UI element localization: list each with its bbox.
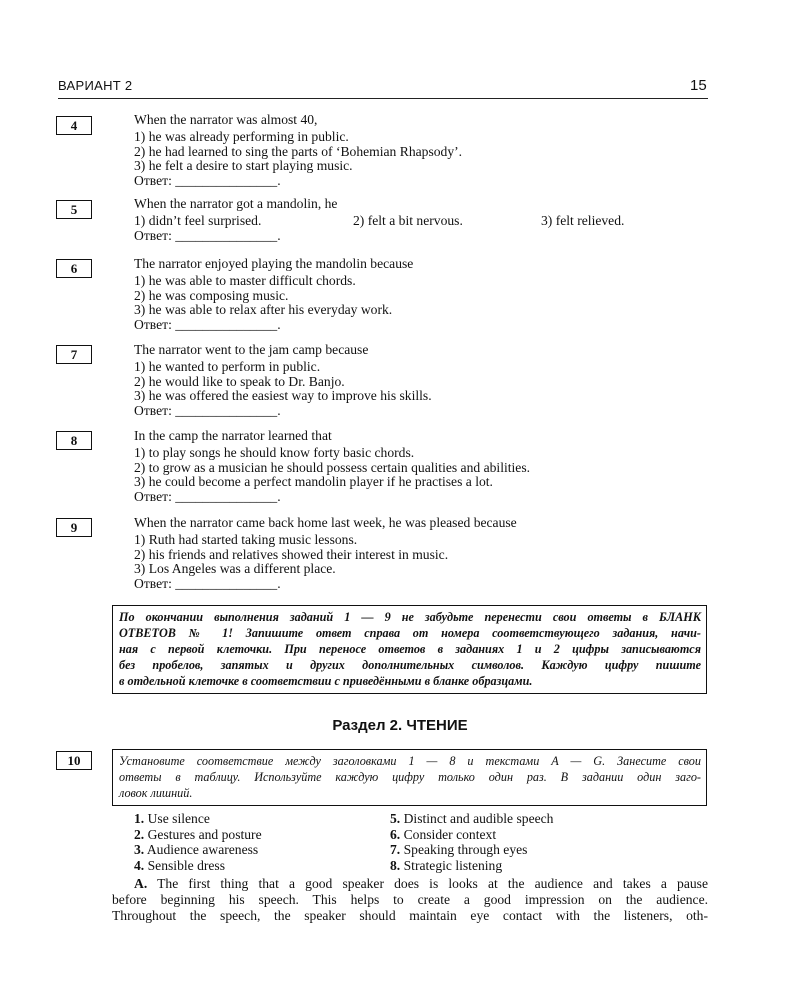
answer-option: 2) he had learned to sing the parts of ‘Bohemian Rhapsody’. xyxy=(134,143,463,159)
answer-option: 3) felt relieved. xyxy=(541,212,625,228)
question-block xyxy=(134,257,740,333)
heading-text: Consider context xyxy=(403,826,497,842)
heading-text: Strategic listening xyxy=(403,857,503,873)
question-stem: When the narrator got a mandolin, he xyxy=(134,196,338,211)
paragraph-text: The first thing that a good speaker does is looks at the audience and takes a pause xyxy=(157,876,709,891)
answer-option: 3) he could become a perfect mandolin player if he practises a lot. xyxy=(134,474,493,490)
paragraph-line: before beginning his speech. This helps to create a good impression on the audience. xyxy=(112,892,708,907)
question-block xyxy=(134,516,740,592)
instruction-line: без пробелов, запятых и других дополнительных символов. Каждую цифру пишите xyxy=(119,658,701,672)
answer-option: 1) he was already performing in public. xyxy=(134,128,349,144)
question-stem: The narrator enjoyed playing the mandolin because xyxy=(134,256,414,271)
answer-option: 3) he was offered the easiest way to improve his skills. xyxy=(134,388,432,404)
task10-instruction-box xyxy=(112,749,707,806)
answer-line: Ответ: _______________. xyxy=(134,576,281,592)
section-title: Раздел 2. ЧТЕНИЕ xyxy=(332,717,468,734)
answer-line: Ответ: _______________. xyxy=(134,173,281,189)
question-stem: In the camp the narrator learned that xyxy=(134,428,332,443)
answer-option: 2) felt a bit nervous. xyxy=(353,212,463,228)
variant-label: ВАРИАНТ 2 xyxy=(58,78,133,93)
answer-option: 1) he was able to master difficult chords. xyxy=(134,272,356,288)
headings-column-left xyxy=(134,811,262,873)
heading-text: Gestures and posture xyxy=(147,826,262,842)
headings-column-right xyxy=(390,811,553,873)
answer-line: Ответ: _______________. xyxy=(134,317,281,333)
heading-item xyxy=(134,827,262,843)
page-number: 15 xyxy=(690,77,707,94)
instruction-line: ная с первой клеточки. При переносе ответов в заданиях 1 и 2 цифры записываются xyxy=(119,642,701,656)
task-number-box: 6 xyxy=(56,259,92,278)
heading-number: 1. xyxy=(134,811,145,826)
question-stem: When the narrator came back home last week, he was pleased because xyxy=(134,515,517,530)
heading-item xyxy=(390,811,553,827)
answer-line: Ответ: _______________. xyxy=(134,227,281,243)
paragraph-line xyxy=(112,876,708,892)
heading-number: 8. xyxy=(390,857,401,873)
answer-line: Ответ: _______________. xyxy=(134,403,281,419)
heading-item xyxy=(134,842,262,858)
header-rule xyxy=(58,98,708,99)
answer-option: 1) he wanted to perform in public. xyxy=(134,358,321,374)
answer-option: 1) to play songs he should know forty basic chords. xyxy=(134,444,415,460)
instruction-line: По окончании выполнения заданий 1 — 9 не забудьте перенести свои ответы в БЛАНК xyxy=(119,610,701,624)
answer-option: 3) he felt a desire to start playing music. xyxy=(134,158,353,174)
heading-item xyxy=(134,858,262,874)
heading-number: 4. xyxy=(134,857,145,873)
answer-option: 2) he would like to speak to Dr. Banjo. xyxy=(134,373,345,389)
heading-text: Speaking through eyes xyxy=(403,842,528,857)
heading-text: Audience awareness xyxy=(146,842,259,857)
question-stem: When the narrator was almost 40, xyxy=(134,112,318,127)
task10-instruction-line: Установите соответствие между заголовками 1 — 8 и текстами A — G. Занесите свои xyxy=(119,754,701,768)
heading-number: 7. xyxy=(390,842,401,857)
answer-option: 3) Los Angeles was a different place. xyxy=(134,561,336,577)
question-block xyxy=(134,343,740,419)
task-number-box: 9 xyxy=(56,518,92,537)
answer-line: Ответ: _______________. xyxy=(134,489,281,505)
task-number-box: 10 xyxy=(56,751,92,770)
paragraph-line: Throughout the speech, the speaker should maintain eye contact with the listeners, oth- xyxy=(112,908,708,923)
answer-option: 1) Ruth had started taking music lessons. xyxy=(134,531,358,547)
options-row xyxy=(134,214,740,229)
answer-option: 2) his friends and relatives showed their interest in music. xyxy=(134,546,449,562)
heading-item xyxy=(390,858,553,874)
instruction-box xyxy=(112,605,707,694)
answer-option: 2) he was composing music. xyxy=(134,287,289,303)
task-number-box: 8 xyxy=(56,431,92,450)
heading-number: 2. xyxy=(134,826,145,842)
task10-instruction-line: ответы в таблицу. Используйте каждую цифру только один раз. В задании один заго- xyxy=(119,770,701,784)
text-a-paragraph xyxy=(112,876,708,924)
heading-number: 6. xyxy=(390,826,401,842)
answer-option: 2) to grow as a musician he should possess certain qualities and abilities. xyxy=(134,459,531,475)
instruction-line: в отдельной клеточке в соответствии с приведёнными в бланке образцами. xyxy=(119,674,533,688)
heading-number: 3. xyxy=(134,842,145,857)
paragraph-label: A. xyxy=(134,876,148,891)
question-block xyxy=(134,197,740,244)
heading-item xyxy=(390,827,553,843)
task-number-box: 7 xyxy=(56,345,92,364)
question-stem: The narrator went to the jam camp because xyxy=(134,342,369,357)
question-block xyxy=(134,429,740,505)
heading-text: Use silence xyxy=(147,811,210,826)
instruction-line: ОТВЕТОВ № 1! Запишите ответ справа от номера соответствующего задания, начи- xyxy=(119,626,701,640)
heading-item xyxy=(134,811,262,827)
heading-text: Sensible dress xyxy=(147,857,226,873)
answer-option: 1) didn’t feel surprised. xyxy=(134,212,262,228)
task-number-box: 5 xyxy=(56,200,92,219)
question-block xyxy=(134,113,740,189)
heading-item xyxy=(390,842,553,858)
task-number-box: 4 xyxy=(56,116,92,135)
task10-instruction-line: ловок лишний. xyxy=(119,786,193,800)
heading-text: Distinct and audible speech xyxy=(403,811,554,826)
heading-number: 5. xyxy=(390,811,401,826)
answer-option: 3) he was able to relax after his everyday work. xyxy=(134,302,393,318)
